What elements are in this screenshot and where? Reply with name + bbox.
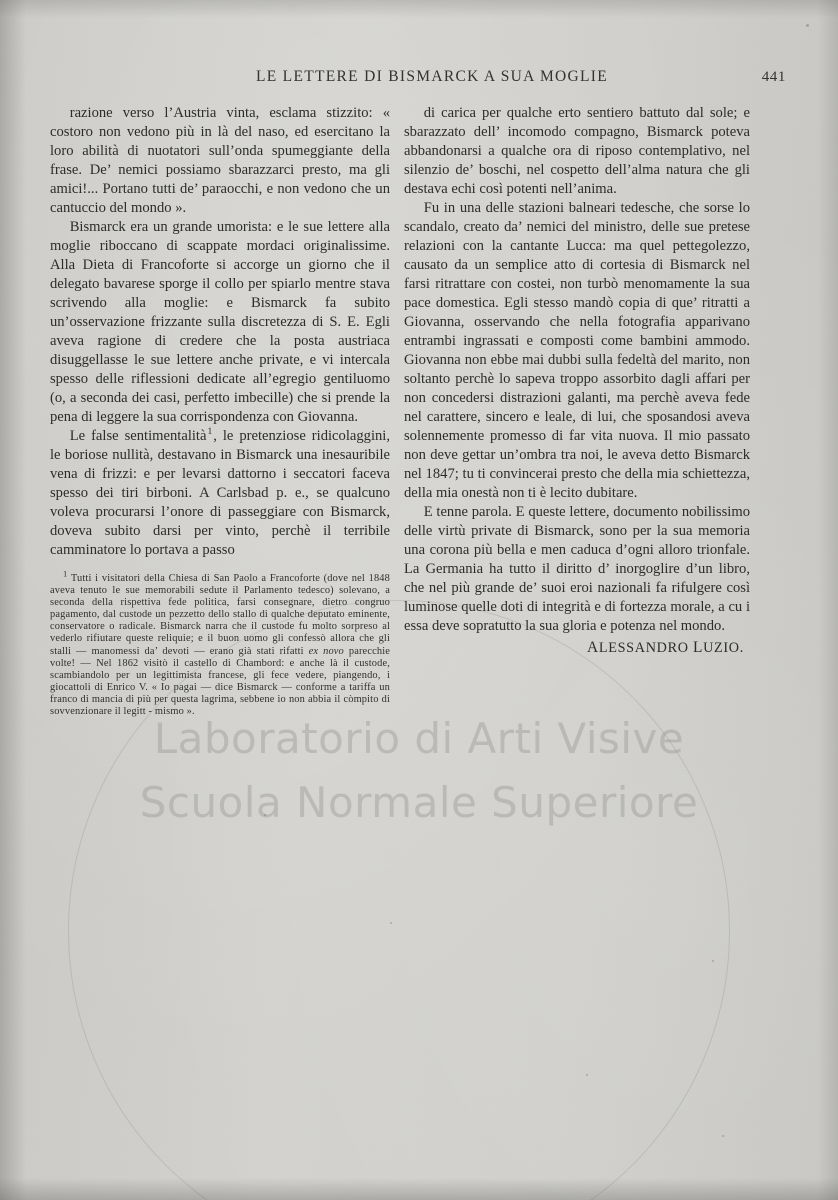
running-title: LE LETTERE DI BISMARCK A SUA MOGLIE xyxy=(255,68,609,85)
scan-speck xyxy=(390,922,392,924)
watermark-line-2: Scuola Normale Superiore xyxy=(139,778,699,827)
watermark-line-1: Laboratorio di Arti Visive xyxy=(153,714,685,763)
paragraph: razione verso l’Austria vinta, esclama stizzito: « costoro non vedono più in là del naso, ed esercitano la loro abilità di nuotatori sull’onda spumeggiante della frase. De’ nemici possiamo sbarazzarci presto, ma gli amici!... Portano tutti de’ paraocchi, e non vedono che un cantuccio del mondo ». xyxy=(50,105,390,216)
paragraph-with-footnote-ref xyxy=(50,427,390,560)
signature-initial-a: A xyxy=(587,639,599,656)
scan-speck xyxy=(806,24,809,27)
paragraph: Fu in una delle stazioni balneari tedesche, che sorse lo scandalo, creato da’ nemici del ministro, delle sue pretese relazioni con la cantante Lucca: ma quel pettegolezzo, causato da un semplice atto di cortesia di Bismarck nel farsi ritrattare con costei, non turbò menomamente la sua pace domestica. Egli stesso mandò copia di que’ ritratti a Giovanna, osservando che nella fotografia apparivano entrambi ingrassati e composti come bambini ammodo. Giovanna non ebbe mai dubbi sulla fedeltà del marito, non soltanto perchè lo sapeva troppo assorbito dagli affari per non concedersi distrazioni galanti, ma perchè aveva fede nel carattere, sincero e leale, di lui, che sposandosi aveva solennemente promesso di far vita nuova. Il mio passato non deve gettar un’ombra tra noi, le aveva detto Bismarck nel 1847; tu ti convincerai presto che della mia schiettezza, della mia onestà non ti è lecito dubitare. xyxy=(404,200,750,501)
footnote-reference-marker: 1 xyxy=(207,427,213,438)
page-edge-shadow-bottom xyxy=(0,1178,838,1200)
footnote-text xyxy=(50,568,390,718)
scan-speck xyxy=(264,814,266,816)
footnote-number: 1 xyxy=(63,568,68,579)
page-edge-shadow-left xyxy=(0,0,26,1200)
footnote-part-2: parecchie volte! — Nel 1862 visitò il castello di Chambord: e anche là il custode, scambiandolo per un legittimista francese, gli fece vedere, piangendo, i giocattoli di Enrico V. « Io pagai — dice Bismarck — conforme a tariffa un franco di mancia di più per questa lagrima, sebbene io non abbia il còmpito di sovvenzionare il legitt - mismo ». xyxy=(50,645,390,718)
page-edge-shadow-top xyxy=(0,0,838,18)
page-number: 441 xyxy=(761,69,786,85)
signature-firstname: LESSANDRO xyxy=(598,640,693,656)
footnote-italic-phrase: ex novo xyxy=(308,645,344,657)
paragraph-text-before-ref: Le false sentimentalità xyxy=(69,428,207,444)
scan-speck xyxy=(586,1074,588,1076)
footnote-block xyxy=(50,568,390,718)
page-edge-shadow-right xyxy=(818,0,838,1200)
signature-lastname: UZIO. xyxy=(703,640,744,656)
paragraph: E tenne parola. E queste lettere, documento nobilissimo delle virtù private di Bismarck, sono per la sua memoria una corona più bella e men caduca d’ogni alloro trionfale. La Germania ha tutto il diritto d’ inorgoglire d’un libro, che nel più grande de’ suoi eroi nazionali fa rifulgere così luminose quelle doti di integrità e di fortezza morale, a cu i essa deve sopratutto la sua gloria e potenza nel mondo. xyxy=(404,504,750,634)
paragraph: Bismarck era un grande umorista: e le sue lettere alla moglie riboccano di scappate mordaci originalissime. Alla Dieta di Francoforte si accorge un giorno che il delegato bavarese sporge il collo per spiarlo mentre stava scrivendo alla moglie: e Bismarck fa subito un’osservazione frizzante sulla discretezza di S. E. Egli aveva ragione di credere che la posta austriaca disuggellasse le sue lettere anche private, e vi intercala spesso delle riflessioni dedicate all’egregio gentiluomo (o, a seconda dei casi, perfetto imbecille) che si prende la pena di leggere la sua corrispondenza con Giovanna. xyxy=(50,219,390,425)
left-column xyxy=(50,104,390,718)
paragraph: di carica per qualche erto sentiero battuto dal sole; e sbarazzato dell’ incomodo compagno, Bismarck poteva abbandonarsi a qualche ora di riposo contemplativo, nel silenzio de’ boschi, nel cospetto dell’alma natura che gli destava echi così potenti nell’anima. xyxy=(404,105,750,197)
signature-initial-l: L xyxy=(692,639,704,656)
right-column xyxy=(404,104,750,658)
footnote-part-1: Tutti i visitatori della Chiesa di San Paolo a Francoforte (dove nel 1848 aveva tenuto le sue memorabili sedute il Parlamento tedesco) solevano, a seconda della rispettiva fede politica, farsi consegnare, dietro congruo pagamento, dal custode un pezzetto dello stallo di qualche deputato eminente, conservatore o radicale. Bismarck narra che il custode fu molto sorpreso al vederlo rifiutare queste reliquie; e il buon uomo gli confessò allora che gli stalli — manomessi da’ devoti — erano già stati rifatti xyxy=(50,573,390,657)
paragraph-text-after-ref: , le pretenziose ridicolaggini, le boriose nullità, destavano in Bismarck una inesauribile vena di frizzi: e per levarsi dattorno i seccatori faceva spesso dei tiri birboni. A Carlsbad p. e., se qualcuno voleva procurarsi l’onore di passeggiare con Bismarck, doveva subito darsi per vinto, perchè il terribile camminatore lo portava a passo xyxy=(50,428,390,558)
scan-speck xyxy=(722,1135,724,1137)
author-signature xyxy=(404,638,750,658)
scan-speck xyxy=(712,960,714,962)
running-head xyxy=(52,68,786,90)
